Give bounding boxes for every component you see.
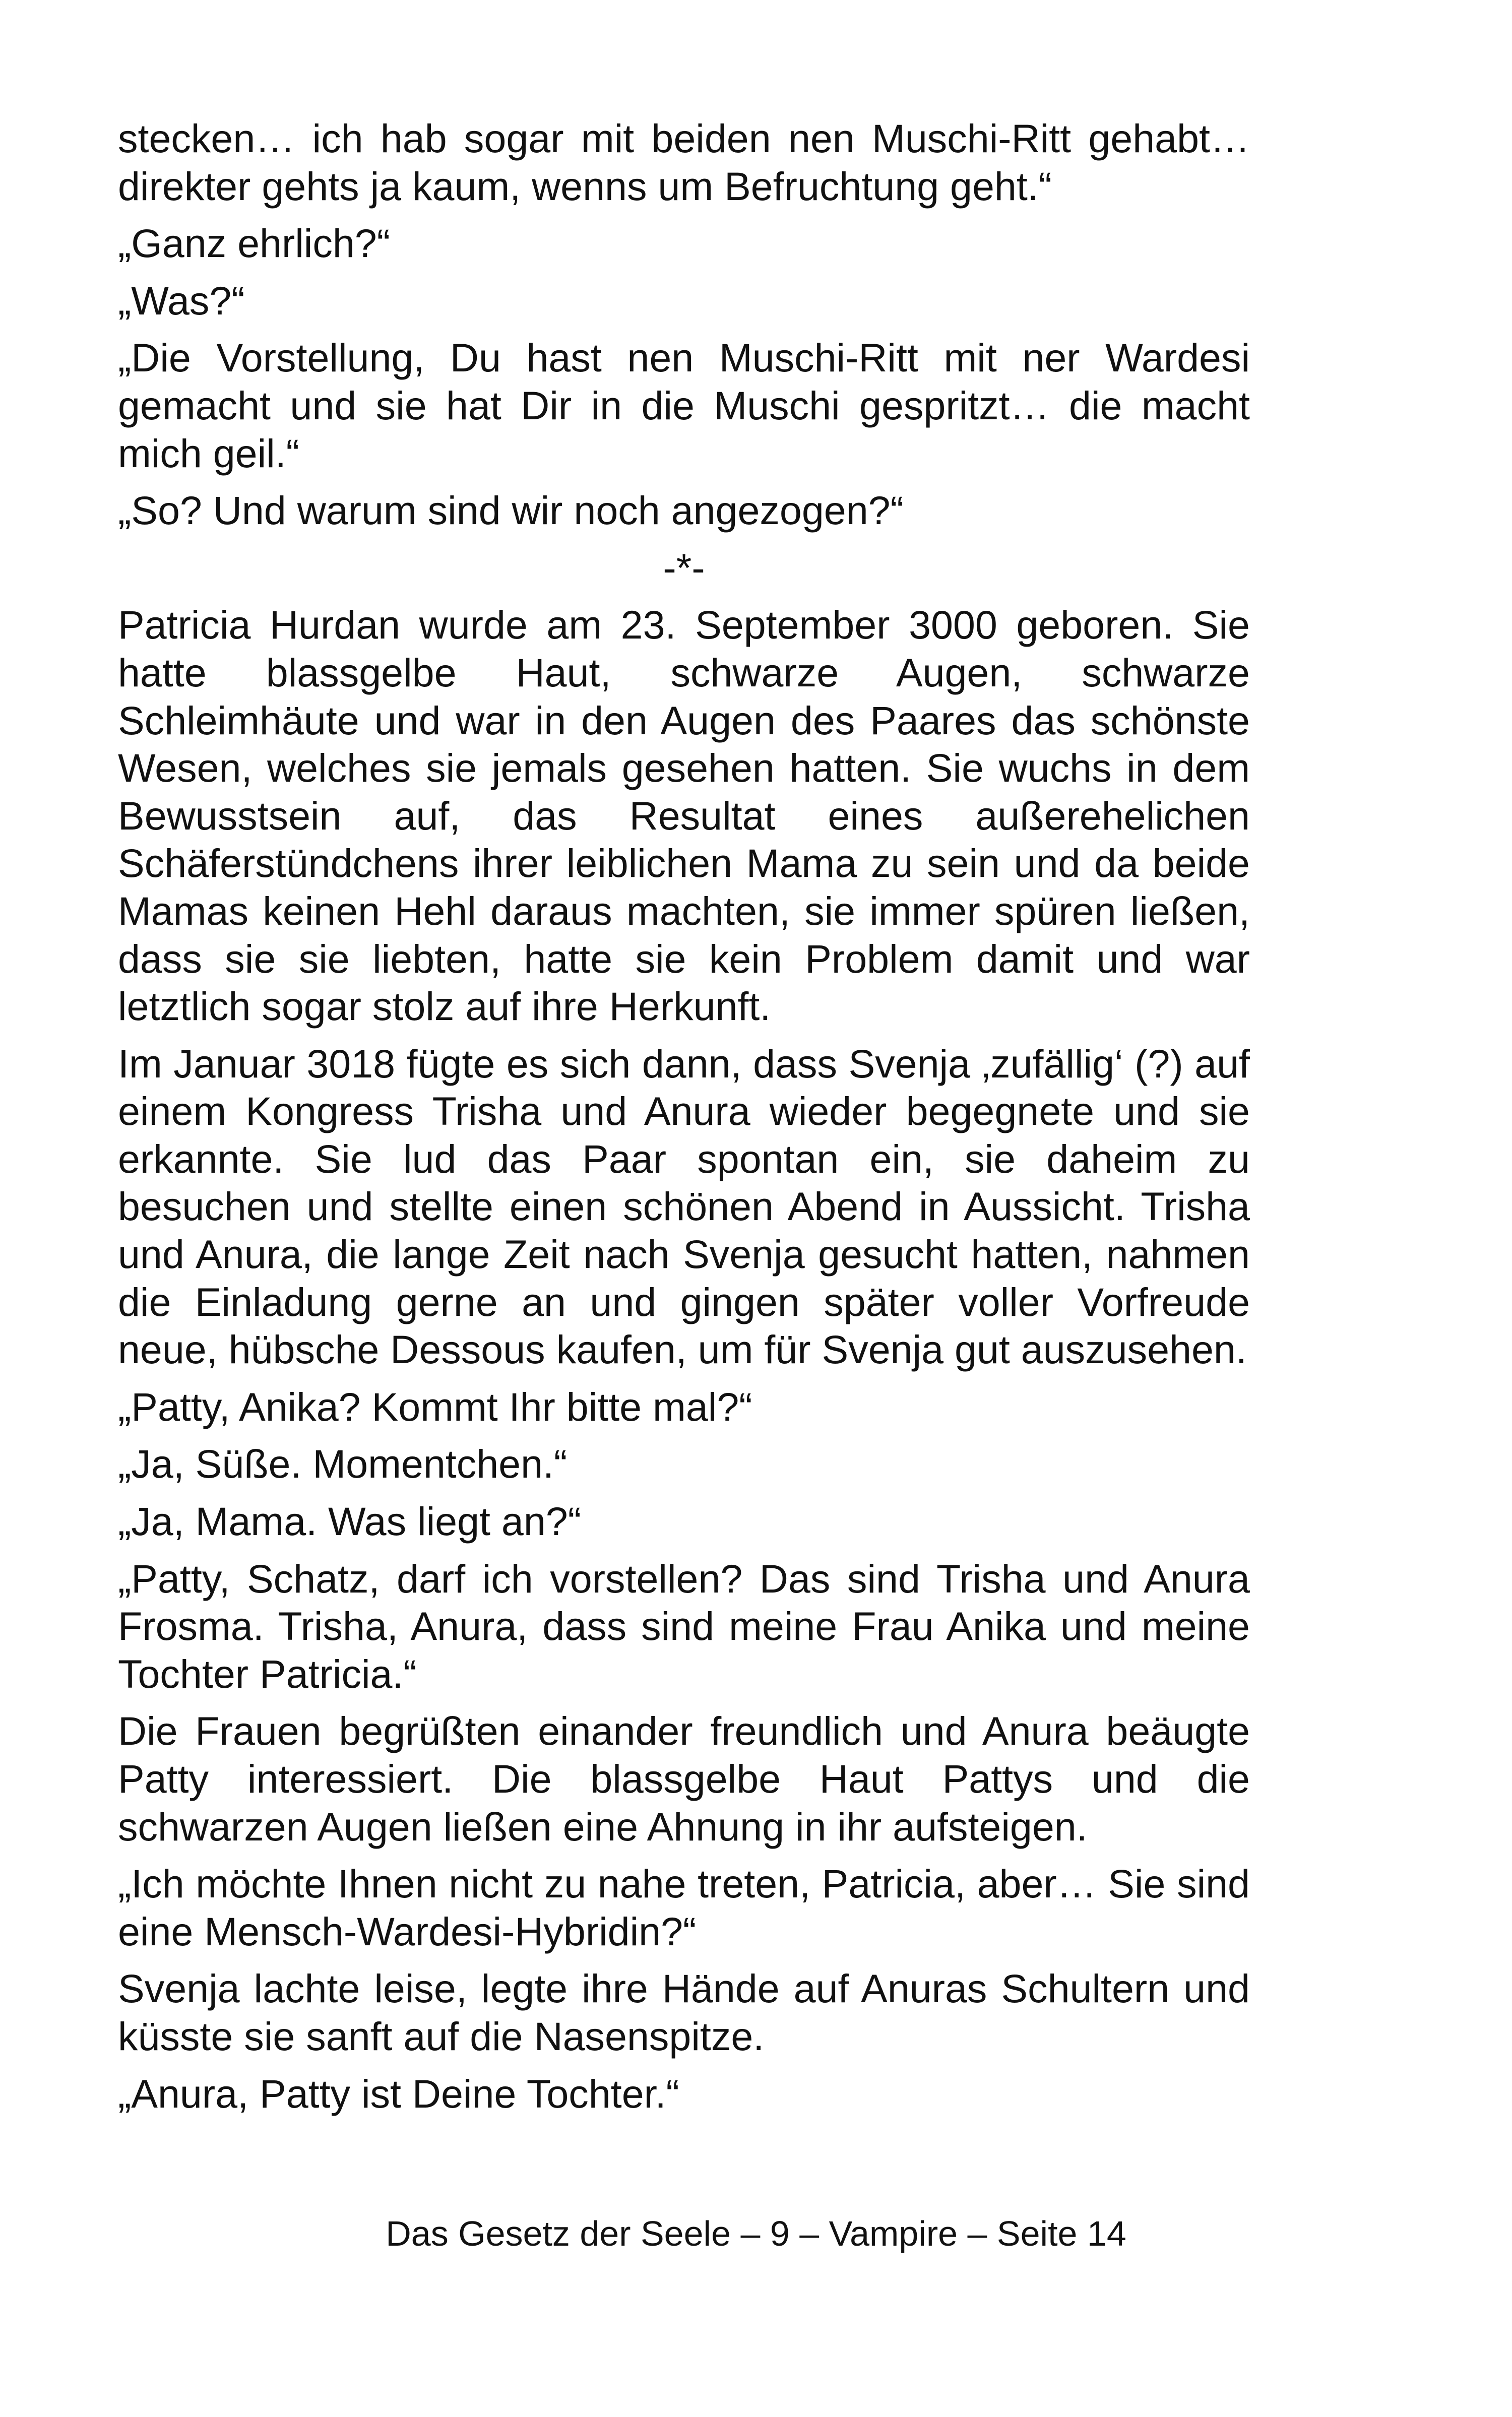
paragraph: „Die Vorstellung, Du hast nen Muschi-Ritt mit ner Wardesi gemacht und sie hat Dir in die Muschi gespritzt… die macht mich geil.“ <box>118 335 1250 476</box>
page-body <box>118 115 1250 2127</box>
paragraph: „Ja, Süße. Momentchen.“ <box>118 1441 568 1487</box>
paragraph: stecken… ich hab sogar mit beiden nen Muschi-Ritt gehabt… direkter gehts ja kaum, wenns um Befruchtung geht.“ <box>118 116 1250 209</box>
paragraph: „Ich möchte Ihnen nicht zu nahe treten, Patricia, aber… Sie sind eine Mensch-Wardesi-Hybridin?“ <box>118 1861 1250 1954</box>
paragraph: Im Januar 3018 fügte es sich dann, dass Svenja ‚zufällig‘ (?) auf einem Kongress Trisha und Anura wieder begegnete und sie erkannte. Sie lud das Paar spontan ein, sie daheim zu besuchen und stellte einen schönen Abend in Aussicht. Trisha und Anura, die lange Zeit nach Svenja gesucht hatten, nahmen die Einladung gerne an und gingen später voller Vorfreude neue, hübsche Dessous kaufen, um für Svenja gut auszusehen. <box>118 1041 1250 1372</box>
paragraph: Patricia Hurdan wurde am 23. September 3000 geboren. Sie hatte blassgelbe Haut, schwarze Augen, schwarze Schleimhäute und war in den Augen des Paares das schönste Wesen, welches sie jemals gesehen hatten. Sie wuchs in dem Bewusstsein auf, das Resultat eines außerehelichen Schäferstündchens ihrer leiblichen Mama zu sein und da beide Mamas keinen Hehl daraus machten, sie immer spüren ließen, dass sie sie liebten, hatte sie kein Problem damit und war letztlich sogar stolz auf ihre Herkunft. <box>118 602 1250 1029</box>
paragraph: „Patty, Anika? Kommt Ihr bitte mal?“ <box>118 1384 752 1429</box>
paragraph: „Ganz ehrlich?“ <box>118 221 391 266</box>
paragraph: Svenja lachte leise, legte ihre Hände auf Anuras Schultern und küsste sie sanft auf die Nasenspitze. <box>118 1966 1250 2059</box>
paragraph: „Patty, Schatz, darf ich vorstellen? Das sind Trisha und Anura Frosma. Trisha, Anura, dass sind meine Frau Anika und meine Tochter Patricia.“ <box>118 1556 1250 1696</box>
paragraph: „So? Und warum sind wir noch angezogen?“ <box>118 488 904 533</box>
paragraph: Die Frauen begrüßten einander freundlich und Anura beäugte Patty interessiert. Die blassgelbe Haut Pattys und die schwarzen Augen ließen eine Ahnung in ihr aufsteigen. <box>118 1708 1250 1849</box>
scene-break: -*- <box>663 545 705 590</box>
page-footer: Das Gesetz der Seele – 9 – Vampire – Seite 14 <box>386 2214 1126 2253</box>
paragraph: „Anura, Patty ist Deine Tochter.“ <box>118 2071 679 2116</box>
paragraph: „Was?“ <box>118 278 245 323</box>
paragraph: „Ja, Mama. Was liegt an?“ <box>118 1499 582 1544</box>
